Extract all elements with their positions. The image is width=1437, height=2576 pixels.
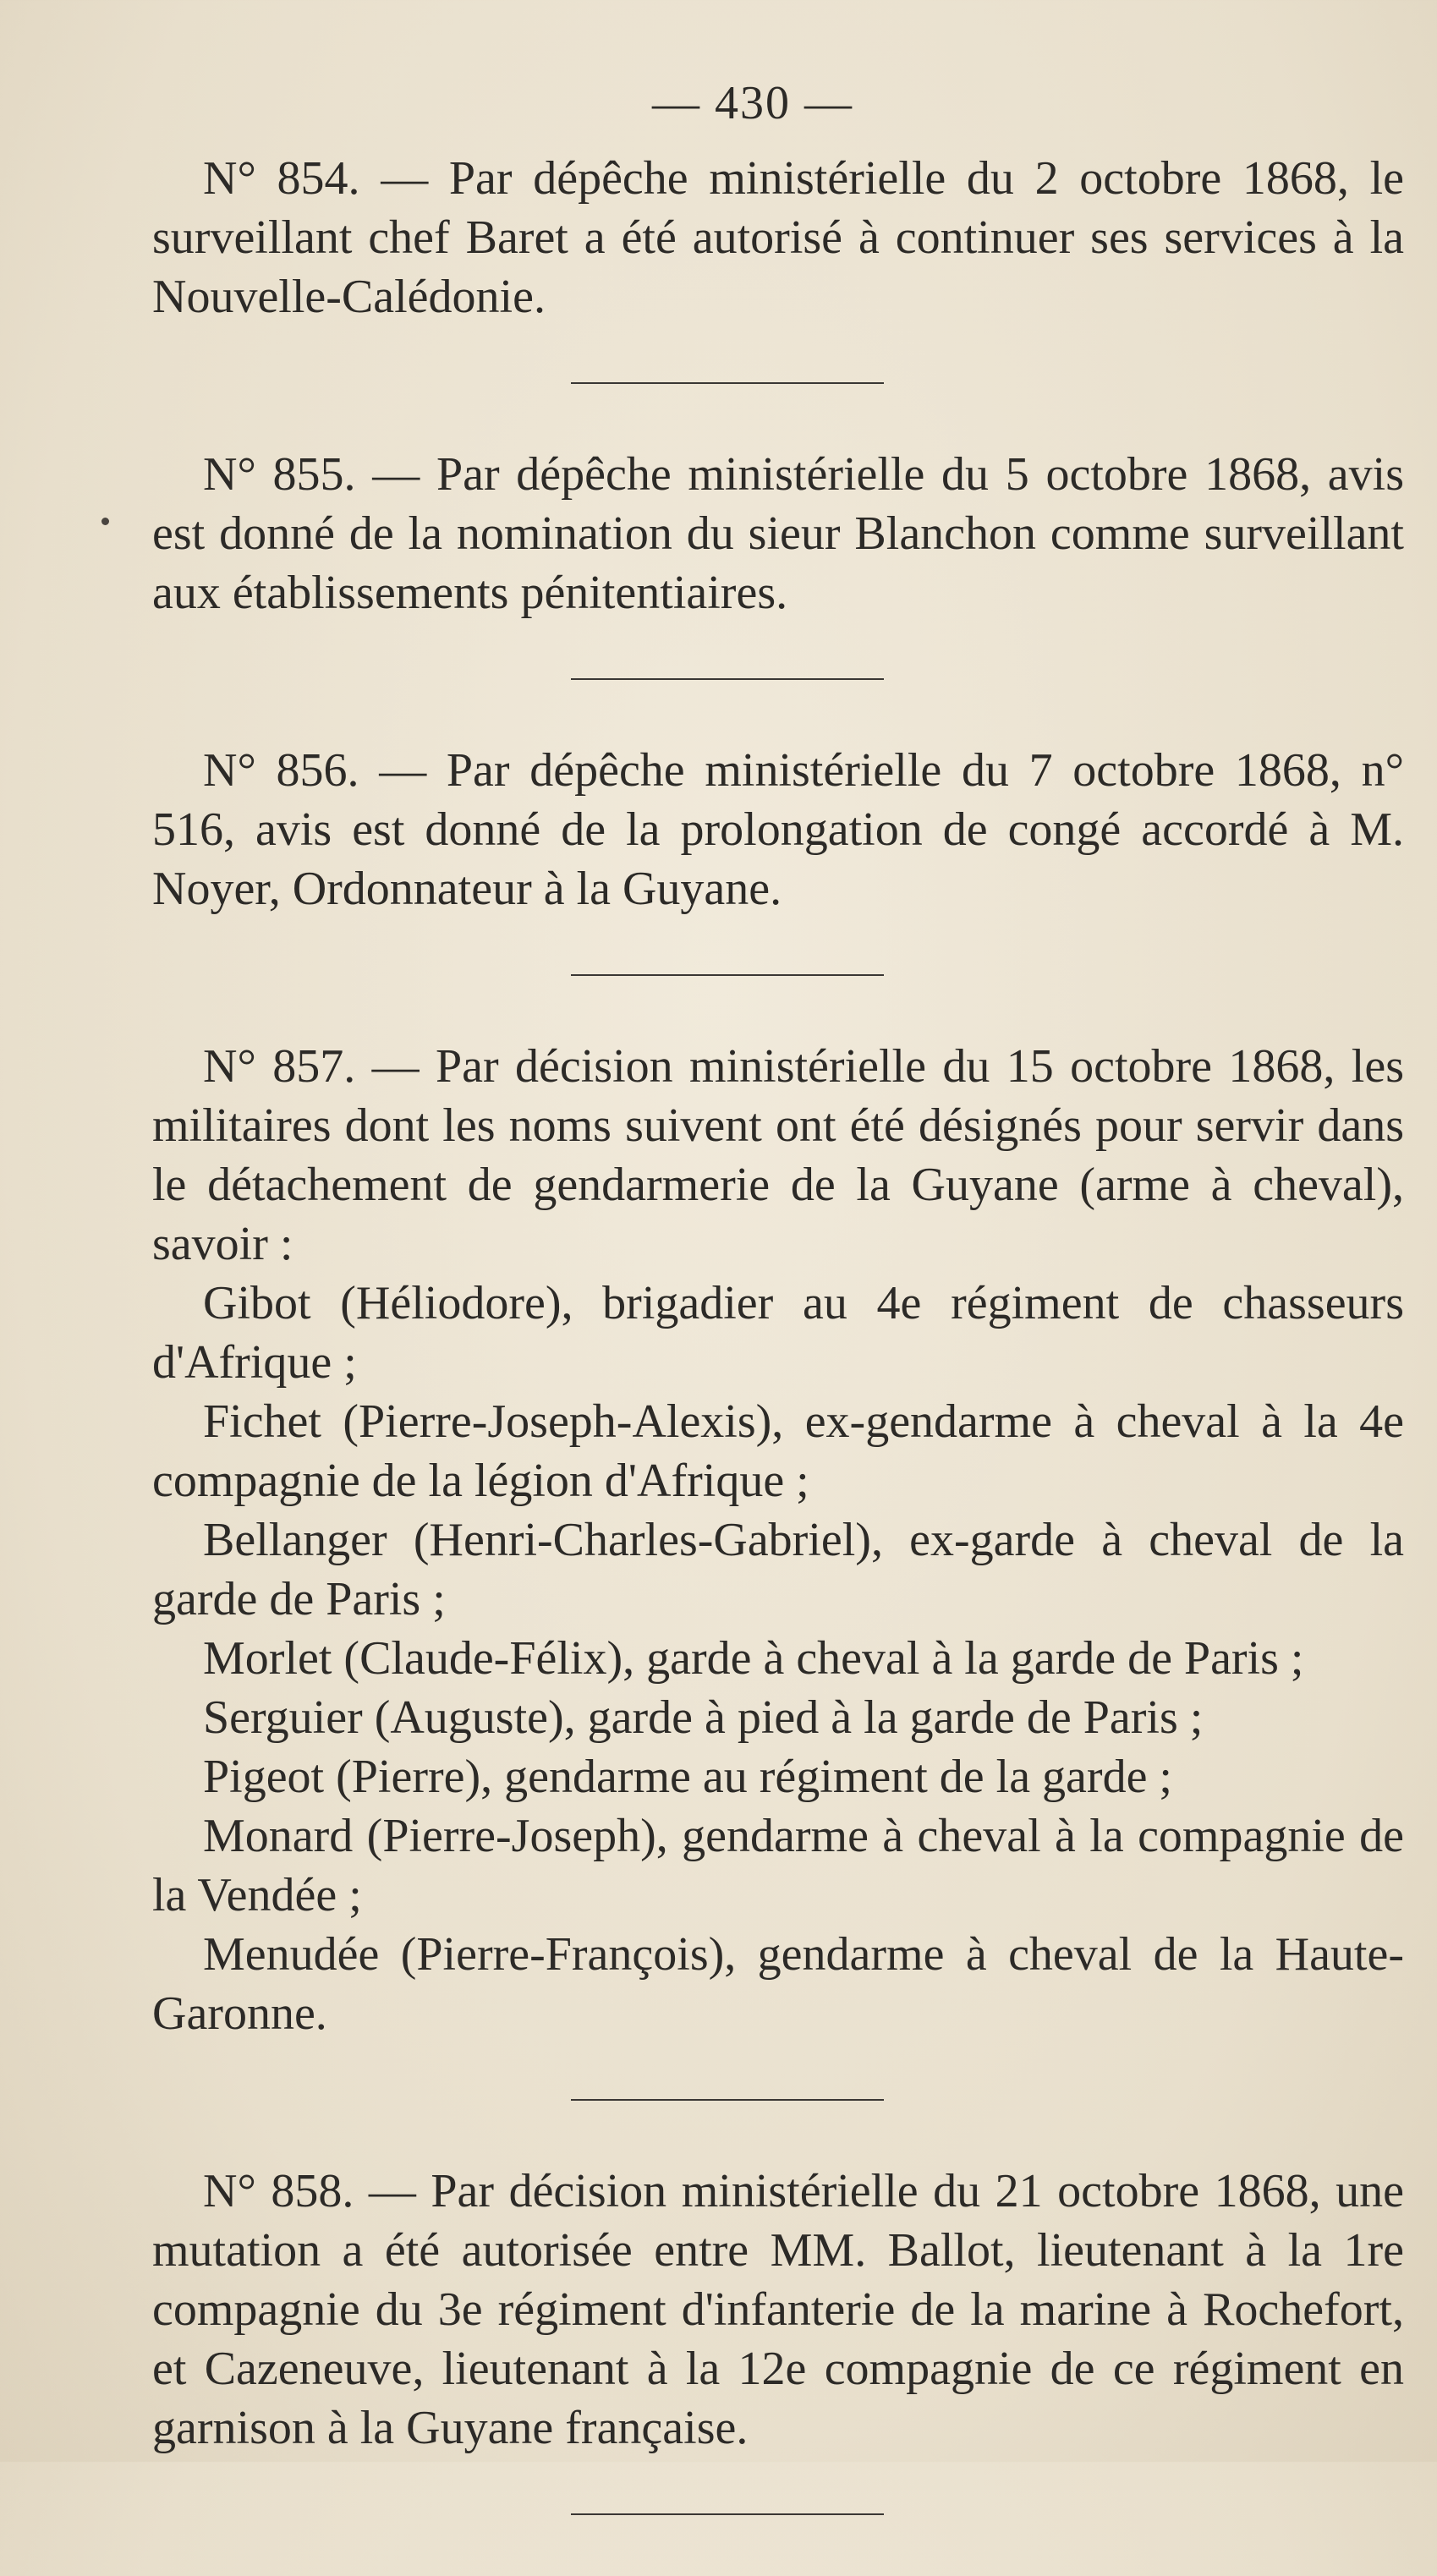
entry-855 [152, 445, 1404, 622]
page-number: — 430 — [652, 77, 853, 129]
ink-speck [101, 518, 109, 525]
list-item: Gibot (Héliodore), brigadier au 4e régiment de chasseurs d'Afrique ; [152, 1277, 1404, 1389]
document-page [152, 76, 1404, 2576]
separator-rule [571, 678, 884, 680]
entry-856 [152, 741, 1404, 918]
entry-text: N° 857. — Par décision ministérielle du 15 octobre 1868, les militaires dont les noms suivent ont été désignés pour servir dans le détachement de gendarmerie de la Guyane (arme à cheval), savoir : [152, 1040, 1404, 1270]
list-item: Monard (Pierre-Joseph), gendarme à cheval à la compagnie de la Vendée ; [152, 1810, 1404, 1921]
list-item: Pigeot (Pierre), gendarme au régiment de la garde ; [203, 1751, 1172, 1803]
entry-854 [152, 149, 1404, 326]
entry-857 [152, 1037, 1404, 2043]
entry-text: N° 856. — Par dépêche ministérielle du 7 octobre 1868, n° 516, avis est donné de la prolongation de congé accordé à M. Noyer, Ordonnateur à la Guyane. [152, 744, 1404, 915]
list-item: Fichet (Pierre-Joseph-Alexis), ex-gendarme à cheval à la 4e compagnie de la légion d'Afrique ; [152, 1395, 1404, 1507]
entry-text: N° 855. — Par dépêche ministérielle du 5 octobre 1868, avis est donné de la nomination du sieur Blanchon comme surveillant aux établissements pénitentiaires. [152, 448, 1404, 619]
separator-rule [571, 2513, 884, 2515]
list-item: Morlet (Claude-Félix), garde à cheval à la garde de Paris ; [203, 1632, 1304, 1685]
list-item: Serguier (Auguste), garde à pied à la garde de Paris ; [203, 1691, 1204, 1744]
entry-text: N° 854. — Par dépêche ministérielle du 2 octobre 1868, le surveillant chef Baret a été autorisé à continuer ses services à la Nouvelle-Calédonie. [152, 152, 1404, 323]
separator-rule [571, 382, 884, 384]
separator-rule [571, 2099, 884, 2101]
entry-text: N° 858. — Par décision ministérielle du 21 octobre 1868, une mutation a été autorisée entre MM. Ballot, lieutenant à la 1re compagnie du 3e régiment d'infanterie de la marine à Rochefort, et Cazeneuve, lieutenant à la 12e compagnie de ce régiment en garnison à la Guyane française. [152, 2165, 1404, 2454]
list-item: Bellanger (Henri-Charles-Gabriel), ex-garde à cheval de la garde de Paris ; [152, 1514, 1404, 1625]
entry-858 [152, 2162, 1404, 2458]
list-item: Menudée (Pierre-François), gendarme à cheval de la Haute-Garonne. [152, 1928, 1404, 2040]
separator-rule [571, 974, 884, 976]
